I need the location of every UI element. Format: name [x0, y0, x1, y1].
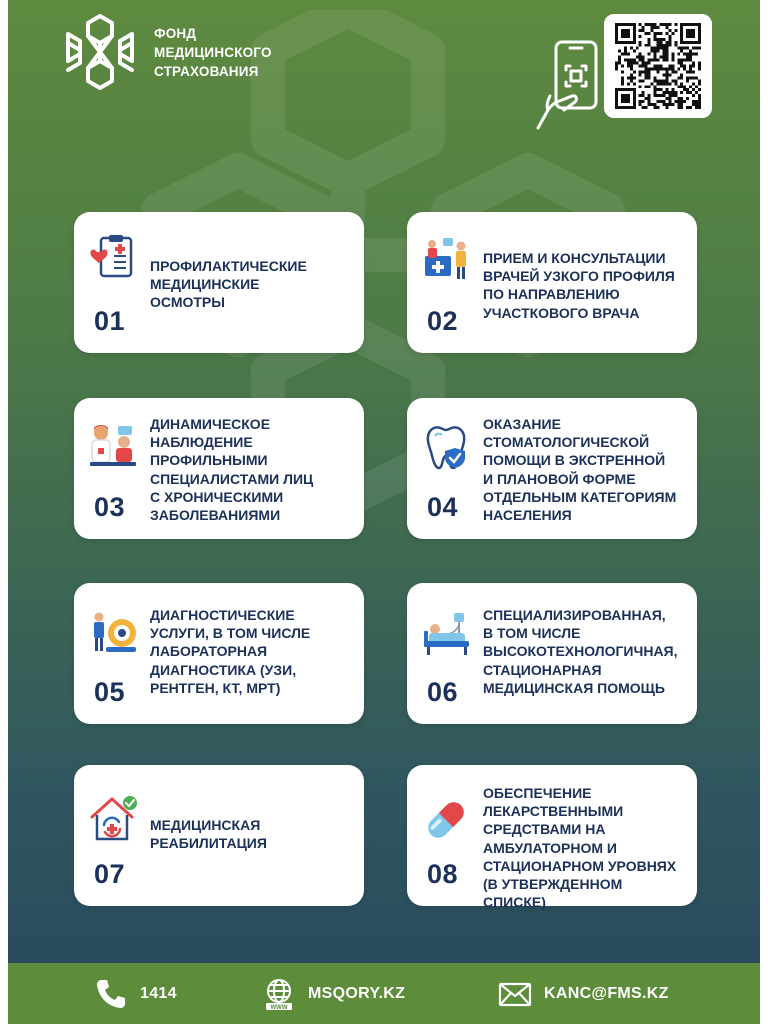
- phone-scan-icon: [534, 38, 602, 132]
- service-card: [74, 398, 364, 539]
- mri-scanner-icon: [88, 609, 138, 659]
- service-text: МЕДИЦИНСКАЯ РЕАБИЛИТАЦИЯ: [150, 817, 267, 852]
- service-card: [407, 398, 697, 539]
- org-name-line: СТРАХОВАНИЯ: [154, 64, 259, 79]
- service-text: ПРИЕМ И КОНСУЛЬТАЦИИ ВРАЧЕЙ УЗКОГО ПРОФИЛЯ ПО НАПРАВЛЕНИЮ УЧАСТКОВОГО ВРАЧА: [483, 250, 675, 321]
- service-text: ОБЕСПЕЧЕНИЕ ЛЕКАРСТВЕННЫМИ СРЕДСТВАМИ НА АМБУЛАТОРНОМ И СТАЦИОНАРНОМ УРОВНЯХ (В УТВЕРЖДЕННОМ СПИСКЕ): [483, 785, 677, 911]
- qr-code[interactable]: [604, 14, 712, 118]
- service-card: [407, 765, 697, 911]
- hospital-bed-icon: [421, 609, 471, 659]
- service-text: СПЕЦИАЛИЗИРОВАННАЯ, В ТОМ ЧИСЛЕ ВЫСОКОТЕХНОЛОГИЧНАЯ, СТАЦИОНАРНАЯ МЕДИЦИНСКАЯ ПОМОЩЬ: [483, 607, 678, 696]
- envelope-icon: [498, 977, 532, 1011]
- rehab-house-icon: [88, 795, 138, 845]
- svg-text:WWW: WWW: [270, 1004, 288, 1011]
- service-number: 08: [427, 859, 459, 889]
- qr-code-icon: [613, 23, 703, 109]
- fms-logo-icon: [60, 12, 140, 92]
- service-card: [74, 212, 364, 353]
- service-number: 04: [427, 492, 459, 522]
- email-address: KANC@FMS.KZ: [544, 984, 669, 1002]
- tooth-shield-icon: [421, 422, 471, 472]
- service-card: [74, 583, 364, 724]
- service-number: 01: [94, 306, 126, 336]
- website-url: MSQORY.KZ: [308, 984, 406, 1002]
- service-text: ОКАЗАНИЕ СТОМАТОЛОГИЧЕСКОЙ ПОМОЩИ В ЭКСТРЕННОЙ И ПЛАНОВОЙ ФОРМЕ ОТДЕЛЬНЫМ КАТЕГОРИЯМ НАСЕЛЕНИЯ: [483, 416, 677, 524]
- phone-number: 1414: [140, 984, 177, 1002]
- service-card: [407, 583, 697, 724]
- service-text: ДИНАМИЧЕСКОЕ НАБЛЮДЕНИЕ ПРОФИЛЬНЫМИ СПЕЦИАЛИСТАМИ ЛИЦ С ХРОНИЧЕСКИМИ ЗАБОЛЕВАНИЯМИ: [150, 416, 314, 524]
- service-card: [74, 765, 364, 906]
- clipboard-heart-icon: [88, 232, 138, 282]
- doctor-patient-icon: [88, 420, 138, 470]
- service-text: ДИАГНОСТИЧЕСКИЕ УСЛУГИ, В ТОМ ЧИСЛЕ ЛАБОРАТОРНАЯ ДИАГНОСТИКА (УЗИ, РЕНТГЕН, КТ, МРТ): [150, 607, 311, 696]
- org-name-line: МЕДИЦИНСКОГО: [154, 45, 272, 60]
- service-number: 07: [94, 859, 126, 889]
- doctor-consultation-icon: [421, 234, 471, 284]
- service-text: ПРОФИЛАКТИЧЕСКИЕ МЕДИЦИНСКИЕ ОСМОТРЫ: [150, 258, 307, 311]
- service-number: 05: [94, 677, 126, 707]
- service-number: 02: [427, 306, 459, 336]
- phone-contact[interactable]: [94, 963, 177, 1024]
- globe-www-icon: [262, 977, 296, 1011]
- org-name: [154, 24, 272, 81]
- website-link[interactable]: [262, 963, 405, 1024]
- service-number: 03: [94, 492, 126, 522]
- poster: [8, 0, 760, 1024]
- service-card: [407, 212, 697, 353]
- email-link[interactable]: [498, 963, 669, 1024]
- pill-capsule-icon: [421, 795, 471, 845]
- org-name-line: ФОНД: [154, 26, 197, 41]
- service-number: 06: [427, 677, 459, 707]
- page-edge: [760, 0, 768, 1024]
- contact-footer: [8, 963, 760, 1024]
- phone-icon: [94, 977, 128, 1011]
